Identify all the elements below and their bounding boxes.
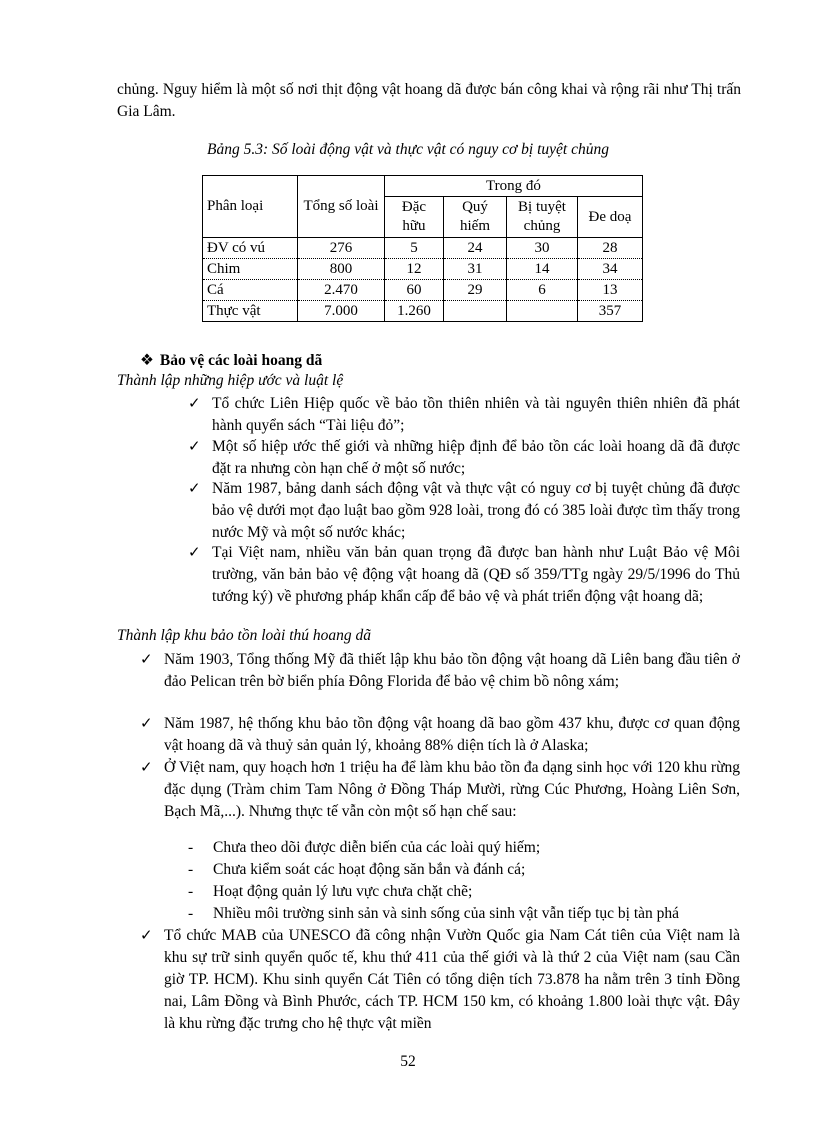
sub-list-item: Chưa theo dõi được diễn biến của các loài quý hiếm;: [213, 839, 541, 856]
header-extinct: Bị tuyệt chủng: [507, 197, 578, 238]
checkmark-icon: ✓: [140, 652, 153, 668]
checkmark-icon: ✓: [140, 716, 153, 732]
diamond-bullet-icon: ❖: [140, 352, 154, 369]
list-item: Năm 1987, hệ thống khu bảo tồn động vật hoang dã bao gồm 437 khu, được cơ quan động vật hoang dã và thuỷ sản quản lý, khoảng 88% diện tích là ở Alaska;: [164, 715, 740, 754]
dash-bullet: -: [188, 905, 194, 922]
sub-list-item: Chưa kiểm soát các hoạt động săn bắn và đánh cá;: [213, 861, 526, 878]
list-item: Tổ chức Liên Hiệp quốc về bảo tồn thiên nhiên và tài nguyên thiên nhiên đã phát hành quyển sách “Tài liệu đỏ”;: [212, 395, 740, 434]
cell-rare: [444, 301, 507, 322]
cell-endemic: 12: [385, 259, 444, 280]
checkmark-icon: ✓: [188, 481, 201, 497]
subheading-treaties: Thành lập những hiệp ước và luật lệ: [117, 372, 344, 389]
endangered-species-table: [202, 175, 643, 322]
header-category: Phân loại: [203, 176, 298, 238]
intro-paragraph: chủng. Nguy hiểm là một số nơi thịt động vật hoang dã được bán công khai và rộng rãi như Thị trấn Gia Lâm.: [117, 81, 741, 120]
header-rare: Quý hiếm: [444, 197, 507, 238]
cell-category: Cá: [203, 280, 298, 301]
list-item: Tại Việt nam, nhiều văn bản quan trọng đã được ban hành như Luật Bảo vệ Môi trường, văn bản bảo vệ động vật hoang dã (QĐ số 359/TTg ngày 29/5/1996 do Thủ tướng ký) về phương pháp khẩn cấp để bảo vệ và phát triển động vật hoang dã;: [212, 544, 740, 605]
cell-endemic: 5: [385, 238, 444, 259]
cell-extinct: 30: [507, 238, 578, 259]
cell-threatened: 28: [578, 238, 643, 259]
cell-category: Chim: [203, 259, 298, 280]
checkmark-icon: ✓: [188, 439, 201, 455]
table-row: [203, 259, 643, 280]
cell-rare: 31: [444, 259, 507, 280]
table-row: [203, 280, 643, 301]
cell-extinct: 6: [507, 280, 578, 301]
list-item: Một số hiệp ước thế giới và những hiệp định để bảo tồn các loài hoang dã đã được đặt ra nhưng còn hạn chế ở một số nước;: [212, 438, 740, 477]
checkmark-icon: ✓: [188, 396, 201, 412]
checkmark-icon: ✓: [140, 928, 153, 944]
dash-bullet: -: [188, 839, 194, 856]
cell-threatened: 357: [578, 301, 643, 322]
table-row: [203, 238, 643, 259]
dash-bullet: -: [188, 861, 194, 878]
section-heading: [140, 351, 322, 370]
cell-extinct: 14: [507, 259, 578, 280]
list-item: Năm 1903, Tổng thống Mỹ đã thiết lập khu bảo tồn động vật hoang dã Liên bang đầu tiên ở đảo Pelican trên bờ biển phía Đông Florida để bảo vệ chim bồ nông xám;: [164, 651, 740, 690]
subheading-reserves: Thành lập khu bảo tồn loài thú hoang dã: [117, 627, 372, 644]
header-threatened: Đe doạ: [578, 197, 643, 238]
section-heading-text: Bảo vệ các loài hoang dã: [159, 352, 323, 369]
cell-category: Thực vật: [203, 301, 298, 322]
cell-endemic: 60: [385, 280, 444, 301]
cell-threatened: 13: [578, 280, 643, 301]
sub-list-item: Nhiều môi trường sinh sản và sinh sống của sinh vật vẫn tiếp tục bị tàn phá: [213, 905, 680, 922]
checkmark-icon: ✓: [188, 545, 201, 561]
table-caption: Bảng 5.3: Số loài động vật và thực vật có nguy cơ bị tuyệt chủng: [207, 141, 609, 158]
header-within: Trong đó: [385, 176, 643, 197]
checkmark-icon: ✓: [140, 760, 153, 776]
page-number: 52: [400, 1053, 416, 1070]
cell-rare: 24: [444, 238, 507, 259]
list-item: Tổ chức MAB của UNESCO đã công nhận Vườn Quốc gia Nam Cát tiên của Việt nam là khu sự trữ sinh quyển quốc tế, khu thứ 411 của thế giới và là thứ 2 của Việt nam (sau Cần giờ TP. HCM). Khu sinh quyển Cát Tiên có tổng diện tích 73.878 ha nằm trên 3 tỉnh Đồng nai, Lâm Đồng và Bình Phước, cách TP. HCM 150 km, có khoảng 1.800 loài thực vật. Đây là khu rừng đặc trưng cho hệ thực vật miền: [164, 927, 740, 1032]
table-row: [203, 301, 643, 322]
cell-total: 276: [298, 238, 385, 259]
dash-bullet: -: [188, 883, 194, 900]
cell-rare: 29: [444, 280, 507, 301]
cell-total: 800: [298, 259, 385, 280]
cell-threatened: 34: [578, 259, 643, 280]
sub-list-item: Hoạt động quản lý lưu vực chưa chặt chẽ;: [213, 883, 473, 900]
header-total: Tổng số loài: [298, 176, 385, 238]
header-endemic: Đặc hữu: [385, 197, 444, 238]
cell-total: 2.470: [298, 280, 385, 301]
list-item: Năm 1987, bảng danh sách động vật và thực vật có nguy cơ bị tuyệt chủng đã được bảo vệ dưới mọt đạo luật bao gồm 928 loài, trong đó có 385 loài được tìm thấy trong nước Mỹ và một số nước khác;: [212, 480, 740, 541]
list-item: Ở Việt nam, quy hoạch hơn 1 triệu ha để làm khu bảo tồn đa dạng sinh học với 120 khu rừng đặc dụng (Tràm chim Tam Nông ở Đồng Tháp Mười, rừng Cúc Phương, Hoàng Liên Sơn, Bạch Mã,...). Nhưng thực tế vẫn còn một số hạn chế sau:: [164, 759, 740, 820]
cell-endemic: 1.260: [385, 301, 444, 322]
cell-category: ĐV có vú: [203, 238, 298, 259]
cell-extinct: [507, 301, 578, 322]
cell-total: 7.000: [298, 301, 385, 322]
